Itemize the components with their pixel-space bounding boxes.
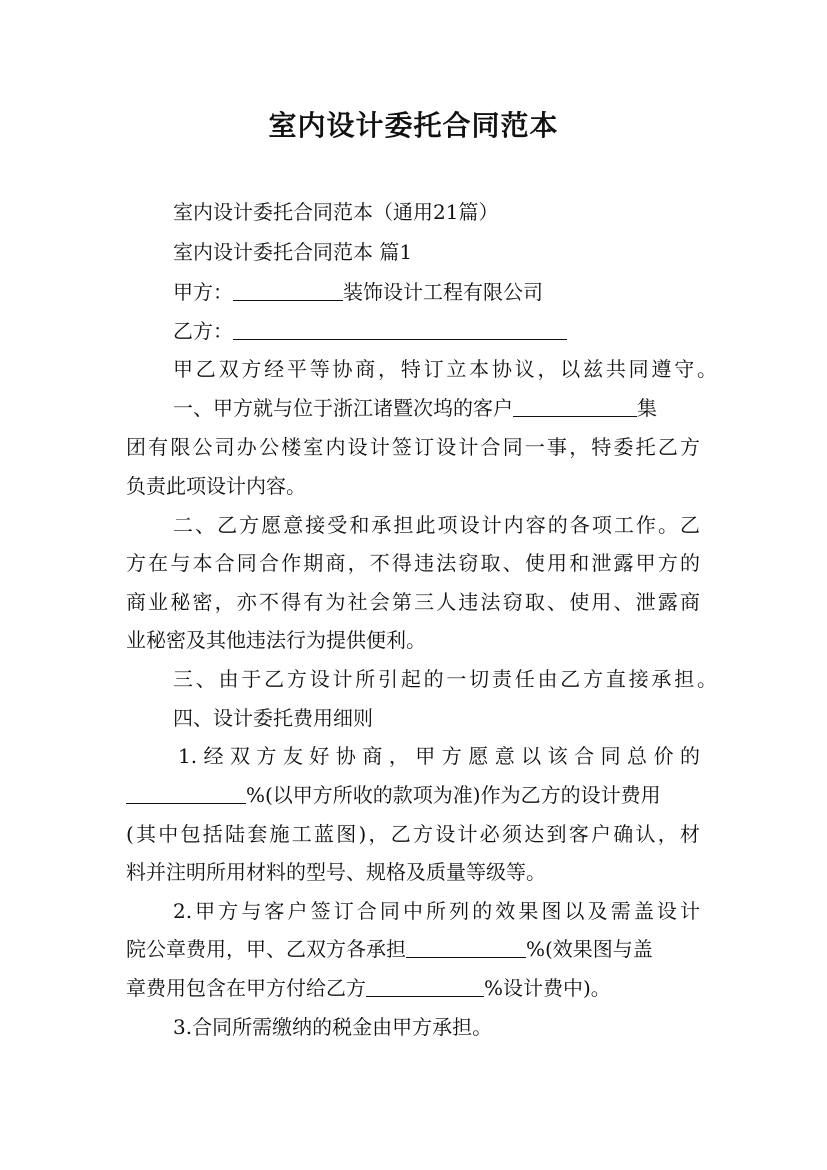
clause4-heading: 四、设计委托费用细则 [173, 706, 373, 730]
clause1-text-pre: 一、甲方就与位于浙江诸暨次坞的客户 [173, 396, 513, 420]
clause1-line3: 负责此项设计内容。 [126, 474, 306, 498]
fee-item2-line1: 2.甲方与客户签订合同中所列的效果图以及需盖设计 [173, 899, 700, 923]
clause1-line2: 团有限公司办公楼室内设计签订设计合同一事，特委托乙方 [126, 435, 700, 459]
fee-item2-line3-post: %设计费中)。 [484, 976, 611, 1000]
fee-item2-text-post: %(效果图与盖 [526, 937, 653, 961]
design-fee-percent-blank [366, 976, 484, 997]
clause1-line1 [173, 396, 657, 420]
fee-item2-line3-pre: 章费用包含在甲方付给乙方 [126, 976, 366, 1000]
document-subtitle: 室内设计委托合同范本（通用21篇） [173, 200, 499, 224]
party-a-suffix: 装饰设计工程有限公司 [343, 280, 543, 304]
document-title: 室内设计委托合同范本 [268, 109, 559, 142]
clause1-client-blank [513, 396, 637, 417]
clause2-line1: 二、乙方愿意接受和承担此项设计内容的各项工作。乙 [173, 513, 700, 537]
chapter-heading: 室内设计委托合同范本 篇1 [173, 240, 413, 264]
clause2-line2: 方在与本合同合作期商，不得违法窃取、使用和泄露甲方的 [126, 551, 700, 575]
fee-item1-text: %(以甲方所收的款项为准)作为乙方的设计费用 [246, 783, 661, 807]
fee-item2-line2 [126, 937, 653, 961]
fee-item1-line1: 1.经双方友好协商，甲方愿意以该合同总价的 [178, 744, 700, 768]
intro-paragraph: 甲乙双方经平等协商，特订立本协议，以兹共同遵守。 [173, 357, 717, 381]
fee-percent-blank [126, 783, 246, 804]
fee-item2-line3 [126, 976, 611, 1000]
party-a-label: 甲方： [173, 280, 233, 304]
fee-item1-line4: 料并注明所用材料的型号、规格及质量等级等。 [126, 860, 546, 884]
clause3-paragraph: 三、由于乙方设计所引起的一切责任由乙方直接承担。 [173, 667, 717, 691]
fee-item2-text-pre: 院公章费用，甲、乙双方各承担 [126, 937, 406, 961]
party-b-line [173, 319, 567, 343]
fee-item3: 3.合同所需缴纳的税金由甲方承担。 [173, 1015, 493, 1039]
fee-item1-line3: (其中包括陆套施工蓝图)，乙方设计必须达到客户确认，材 [126, 822, 700, 846]
party-a-line [173, 280, 543, 304]
clause1-text-post: 集 [637, 396, 657, 420]
clause2-line4: 业秘密及其他违法行为提供便利。 [126, 628, 426, 652]
party-b-blank [233, 319, 567, 340]
share-percent-blank [406, 937, 526, 958]
clause2-line3: 商业秘密，亦不得有为社会第三人违法窃取、使用、泄露商 [126, 590, 700, 614]
party-b-label: 乙方： [173, 319, 233, 343]
party-a-blank [233, 280, 343, 301]
fee-item1-line2 [126, 783, 661, 807]
